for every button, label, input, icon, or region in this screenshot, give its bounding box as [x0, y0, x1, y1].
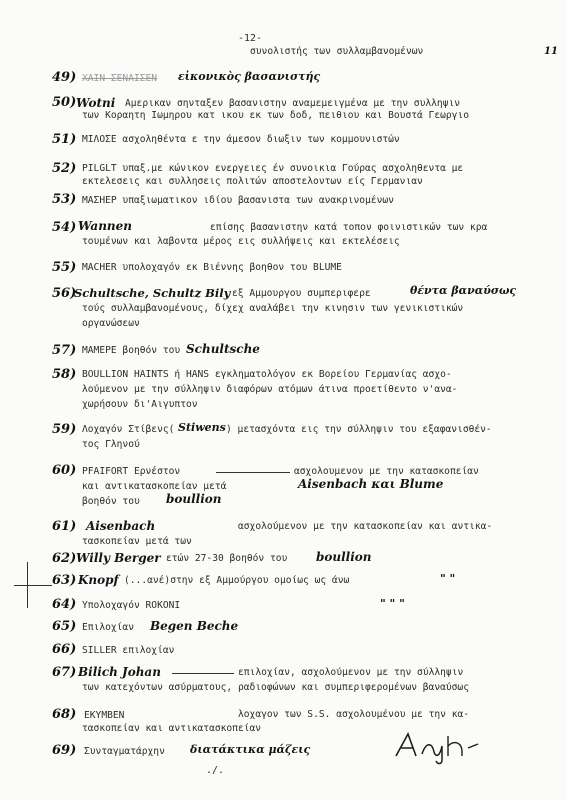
entry-text: ΜΑΜΕΡΕ βοηθόν του — [82, 345, 181, 356]
entry-text: των Κοραητη Ιωμηρου κατ ικου εκ των δοδ, πειθιου και Βουστά Γεωργιο — [82, 110, 469, 121]
entry-number: 62) — [52, 551, 77, 566]
entry-number: 52) — [52, 161, 77, 176]
entry-number: 60) — [52, 463, 77, 478]
page-heading: συνολιστής των συλλαμβανομένων — [250, 46, 424, 57]
handwritten-name: boullion — [166, 492, 222, 506]
handwritten-name: Bilich Johan — [78, 665, 161, 679]
handwritten-name: Stiwens — [178, 421, 226, 434]
entry-number: 53) — [52, 192, 77, 207]
entry-number: 51) — [52, 132, 77, 147]
entry-text: εξ Αμμουργου συμπεριφερε — [232, 288, 371, 299]
entry-number: 59) — [52, 422, 77, 437]
entry-text: ΧΑΙΝ ΣΕΝΑΙΣΕΝ — [82, 73, 158, 84]
entry-number: 69) — [52, 743, 77, 758]
entry-text: ετών 27-30 βοηθόν του — [166, 553, 288, 564]
margin-mark: 11 — [544, 46, 558, 57]
margin-brace — [26, 562, 28, 608]
entry-number: 68) — [52, 707, 77, 722]
underline-stroke — [172, 673, 234, 674]
entry-number: 57) — [52, 343, 77, 358]
entry-text: λούμενον με την σύλληψιν διαφόρων ατόμων άτινα προετίθεντο ν'ανα- — [82, 384, 458, 395]
entry-text: χωρήσουν δι'Αιγυπτον — [82, 399, 198, 410]
entry-text: τουμένων και λαβοντα μέρος εις συλλήψεις και εκτελέσεις — [82, 236, 400, 247]
handwritten-name: boullion — [316, 550, 372, 564]
handwritten-name: Schultsche, Schultz Bily — [74, 286, 231, 300]
handwritten-ditto: " " " — [380, 597, 405, 610]
entry-text: επίσης βασανιστην κατά τοπον φοινιστικών των κρα — [210, 222, 488, 233]
entry-number: 50) — [52, 95, 77, 110]
entry-text: SILLER επιλοχίαν — [82, 645, 175, 656]
margin-cross-stroke — [14, 585, 52, 586]
entry-text: Αμερικαν σηνταξεν βασανιστην αναμεμειγμένα με την συλληψιν — [125, 98, 461, 109]
entry-number: 63) — [52, 573, 77, 588]
handwritten-name: Wotni — [76, 96, 116, 110]
entry-number: 58) — [52, 367, 77, 382]
entry-text: ΕΚΥΜΒΕΝ — [84, 710, 125, 721]
bottom-mark: ./. — [206, 765, 225, 776]
entry-text: Συνταγματάρχην — [84, 746, 165, 757]
handwritten-name: Begen Beche — [150, 619, 239, 633]
entry-number: 55) — [52, 260, 77, 275]
entry-text: λοχαγον των S.S. ασχολουμένου με την κα- — [238, 709, 470, 720]
handwritten-note: εἰκονικὸς βασανιστής — [178, 70, 321, 83]
entry-number: 54) — [52, 220, 77, 235]
entry-text: PILGLT υπαξ.με κώνικον ενεργειες έν συνοικια Γούρας ασχοληθεντα με — [82, 163, 464, 174]
entry-text: τασκοπείαν μετά των — [82, 536, 192, 547]
handwritten-name: Willy Berger — [76, 551, 161, 565]
entry-text: των κατεχόντων ασύρματους, ραδιοφώνων και συμπεριφερομένων βαναύσως — [82, 682, 469, 693]
entry-text: ΜΙΛΟΣΕ ασχοληθέντα ε την άμεσον διωξιν των κομμουνιστών — [82, 134, 400, 145]
handwritten-ditto: " " — [440, 572, 456, 585]
entry-text: τος Γληνού — [82, 439, 140, 450]
entry-text: BOULLION HAINTS ή HANS εγκληματολόγον εκ Βορείου Γερμανίας ασχο- — [82, 369, 452, 380]
entry-text: ) μετασχόντα εις την σύλληψιν του εξαφανισθέν- — [226, 424, 492, 435]
entry-text: ΜΑCHER υπολοχαγόν εκ Βιέννης βοηθον του BLUME — [82, 262, 342, 273]
handwritten-name: Schultsche — [186, 342, 260, 356]
entry-number: 65) — [52, 619, 77, 634]
entry-text: τούς συλλαμβανομένους, δίχεχ αναλάβει την κινησιν των γενικιστικών — [82, 303, 464, 314]
entry-text: Επιλοχίαν — [82, 622, 134, 633]
entry-text: (...ανέ)στην εξ Αμμούργου ομοίως ως άνω — [124, 575, 350, 586]
handwritten-name: Aisenbach — [86, 519, 156, 533]
handwritten-name: Knopf — [78, 573, 119, 587]
handwritten-correction: θέντα βαναύσως — [410, 284, 517, 297]
entry-text: Υπολοχαγόν ROKONI — [82, 600, 181, 611]
entry-number: 66) — [52, 642, 77, 657]
entry-text: PFAIFORT Ερνέστον — [82, 466, 181, 477]
entry-text: ασχολούμενον με την κατασκοπείαν και αντικα- — [238, 521, 493, 532]
entry-text: τασκοπείαν και αντικατασκοπείαν — [82, 723, 262, 734]
page-number: -12- — [238, 33, 263, 44]
entry-text: και αντικατασκοπείαν μετά — [82, 481, 227, 492]
signature — [392, 726, 482, 766]
entry-text: βοηθόν του — [82, 496, 140, 507]
entry-text: εκτελεσεις και συλλησεις πολιτών αποστελοντων είς Γερμανιαν — [82, 176, 423, 187]
entry-number: 49) — [52, 70, 77, 85]
entry-text: ασχολουμενον με την κατασκοπείαν — [294, 466, 479, 477]
entry-text: ΜΑΣΗΕΡ υπαξιωματικον ιδίου βασανιστα των ανακρινομένων — [82, 195, 394, 206]
entry-text: επιλοχίαν, ασχολούμενον με την σύλληψιν — [238, 667, 464, 678]
entry-text: οργανώσεων — [82, 318, 140, 329]
entry-number: 56) — [52, 286, 77, 301]
entry-number: 64) — [52, 597, 77, 612]
entry-number: 61) — [52, 519, 77, 534]
handwritten-name: Wannen — [78, 219, 133, 233]
entry-number: 67) — [52, 665, 77, 680]
underline-stroke — [216, 472, 290, 473]
entry-text: Λοχαγόν Στίβενς( — [82, 424, 175, 435]
handwritten-name: Aisenbach και Blume — [298, 477, 444, 491]
handwritten-note: διατάκτικα μάζεις — [190, 743, 311, 756]
